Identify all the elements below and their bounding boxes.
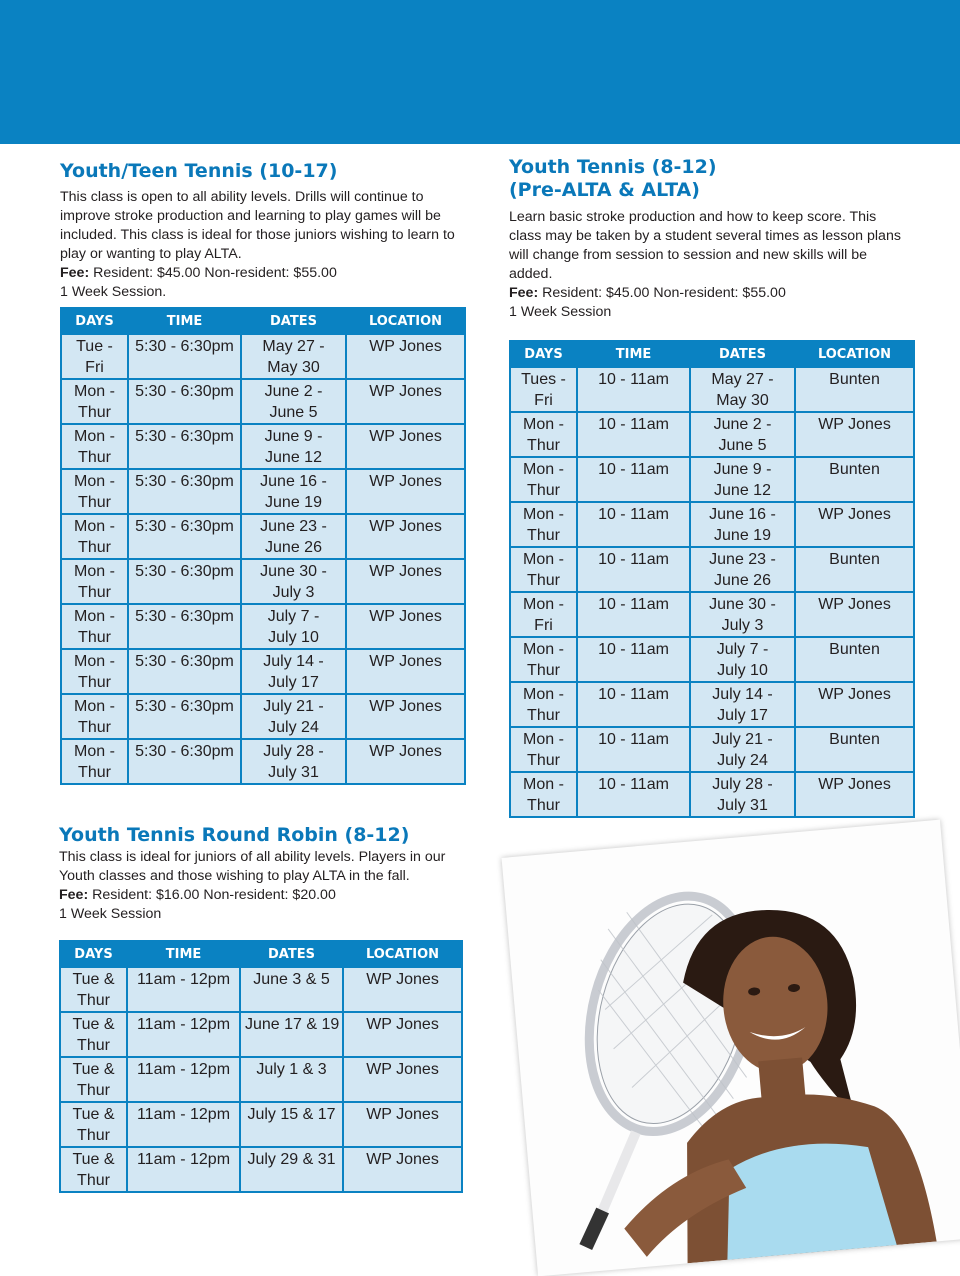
cell-location: WP Jones [346, 739, 465, 784]
cell-days: Tue & Thur [60, 967, 127, 1012]
cell-days: Mon - Thur [61, 469, 128, 514]
cell-location: WP Jones [346, 649, 465, 694]
table-header-row [61, 308, 465, 334]
cell-time: 5:30 - 6:30pm [128, 334, 241, 379]
table-row [61, 379, 465, 424]
cell-location: WP Jones [795, 682, 914, 727]
table-row [60, 1057, 462, 1102]
table-row [510, 592, 914, 637]
schedule-table-round-robin [59, 940, 463, 1193]
cell-dates: July 29 & 31 [240, 1147, 343, 1192]
section-description: This class is ideal for juniors of all ability levels. Players in our Youth classes and those wishing to play ALTA in the fall. [59, 849, 446, 884]
header-dates: DATES [240, 941, 343, 967]
header-dates: DATES [690, 341, 795, 367]
cell-time: 10 - 11am [577, 547, 690, 592]
cell-dates: June 9 - June 12 [241, 424, 346, 469]
cell-days: Mon - Thur [61, 694, 128, 739]
cell-dates: July 21 - July 24 [241, 694, 346, 739]
table-row [510, 637, 914, 682]
cell-time: 11am - 12pm [127, 1147, 240, 1192]
cell-time: 10 - 11am [577, 457, 690, 502]
section-youth-tennis [509, 156, 909, 322]
cell-days: Mon - Thur [61, 649, 128, 694]
table-row [510, 502, 914, 547]
cell-dates: June 23 - June 26 [690, 547, 795, 592]
cell-location: WP Jones [795, 592, 914, 637]
cell-dates: July 21 - July 24 [690, 727, 795, 772]
cell-days: Tue & Thur [60, 1147, 127, 1192]
cell-days: Mon - Thur [61, 424, 128, 469]
cell-time: 10 - 11am [577, 502, 690, 547]
cell-time: 10 - 11am [577, 772, 690, 817]
cell-days: Mon - Thur [510, 727, 577, 772]
header-dates: DATES [241, 308, 346, 334]
table-row [510, 772, 914, 817]
header-banner [0, 0, 960, 144]
cell-days: Mon - Thur [61, 604, 128, 649]
cell-location: WP Jones [346, 694, 465, 739]
table-row [510, 412, 914, 457]
table-row [60, 1012, 462, 1057]
cell-dates: July 28 - July 31 [241, 739, 346, 784]
table-row [61, 559, 465, 604]
table-row [510, 547, 914, 592]
header-time: TIME [128, 308, 241, 334]
cell-time: 11am - 12pm [127, 1012, 240, 1057]
header-location: LOCATION [346, 308, 465, 334]
table-row [510, 682, 914, 727]
cell-location: WP Jones [346, 379, 465, 424]
header-time: TIME [127, 941, 240, 967]
table-row [61, 469, 465, 514]
section-title: Youth Tennis (8-12) [509, 156, 717, 178]
cell-time: 10 - 11am [577, 412, 690, 457]
cell-location: WP Jones [346, 424, 465, 469]
fee-text: Resident: $16.00 Non-resident: $20.00 [88, 887, 336, 903]
cell-days: Mon - Fri [510, 592, 577, 637]
table-header-row [510, 341, 914, 367]
fee-text: Resident: $45.00 Non-resident: $55.00 [89, 265, 337, 281]
cell-dates: June 23 - June 26 [241, 514, 346, 559]
tennis-player-illustration [502, 820, 960, 1276]
cell-location: WP Jones [795, 412, 914, 457]
session-note: 1 Week Session [59, 906, 162, 922]
cell-dates: June 2 - June 5 [690, 412, 795, 457]
cell-time: 11am - 12pm [127, 1057, 240, 1102]
cell-days: Tue - Fri [61, 334, 128, 379]
cell-days: Mon - Thur [61, 739, 128, 784]
cell-dates: June 3 & 5 [240, 967, 343, 1012]
cell-dates: May 27 - May 30 [241, 334, 346, 379]
cell-dates: July 7 - July 10 [690, 637, 795, 682]
section-title: Youth Tennis Round Robin (8-12) [59, 824, 410, 846]
table-row [510, 727, 914, 772]
cell-location: WP Jones [346, 559, 465, 604]
cell-days: Mon - Thur [510, 637, 577, 682]
header-days: DAYS [60, 941, 127, 967]
header-location: LOCATION [343, 941, 462, 967]
cell-dates: June 30 - July 3 [690, 592, 795, 637]
cell-location: Bunten [795, 457, 914, 502]
cell-location: WP Jones [343, 967, 462, 1012]
cell-time: 11am - 12pm [127, 967, 240, 1012]
cell-days: Mon - Thur [61, 559, 128, 604]
cell-location: Bunten [795, 637, 914, 682]
section-subtitle: (Pre-ALTA & ALTA) [509, 179, 700, 201]
section-description: This class is open to all ability levels. Drills will continue to improve stroke production and learning to play games will be included. This class is ideal for those juniors wishing to learn to play or wanting to play ALTA. [60, 189, 455, 262]
table-row [60, 1147, 462, 1192]
cell-days: Tue & Thur [60, 1012, 127, 1057]
cell-location: WP Jones [795, 502, 914, 547]
cell-dates: July 28 - July 31 [690, 772, 795, 817]
cell-days: Mon - Thur [510, 547, 577, 592]
cell-dates: July 14 - July 17 [690, 682, 795, 727]
section-description: Learn basic stroke production and how to keep score. This class may be taken by a student several times as lesson plans will change from session to session and new skills will be added. [509, 209, 901, 282]
cell-dates: June 30 - July 3 [241, 559, 346, 604]
fee-text: Resident: $45.00 Non-resident: $55.00 [538, 285, 786, 301]
header-time: TIME [577, 341, 690, 367]
cell-time: 5:30 - 6:30pm [128, 604, 241, 649]
cell-dates: July 7 - July 10 [241, 604, 346, 649]
fee-label: Fee: [509, 285, 539, 301]
cell-dates: June 16 - June 19 [690, 502, 795, 547]
cell-time: 10 - 11am [577, 682, 690, 727]
cell-location: WP Jones [346, 514, 465, 559]
section-round-robin [59, 824, 469, 924]
table-row [60, 1102, 462, 1147]
section-title: Youth/Teen Tennis (10-17) [60, 160, 338, 182]
table-row [61, 694, 465, 739]
cell-days: Tue & Thur [60, 1057, 127, 1102]
cell-time: 5:30 - 6:30pm [128, 694, 241, 739]
cell-location: WP Jones [343, 1102, 462, 1147]
cell-location: WP Jones [343, 1012, 462, 1057]
cell-time: 5:30 - 6:30pm [128, 379, 241, 424]
cell-location: WP Jones [346, 469, 465, 514]
fee-line [59, 886, 469, 905]
session-note: 1 Week Session [509, 304, 612, 320]
cell-location: WP Jones [795, 772, 914, 817]
header-days: DAYS [61, 308, 128, 334]
fee-line [509, 284, 909, 303]
table-row [510, 457, 914, 502]
cell-days: Mon - Thur [510, 412, 577, 457]
table-row [61, 424, 465, 469]
cell-location: Bunten [795, 547, 914, 592]
cell-time: 10 - 11am [577, 592, 690, 637]
cell-time: 10 - 11am [577, 367, 690, 412]
cell-dates: July 15 & 17 [240, 1102, 343, 1147]
table-row [61, 334, 465, 379]
cell-time: 5:30 - 6:30pm [128, 424, 241, 469]
cell-time: 5:30 - 6:30pm [128, 559, 241, 604]
cell-days: Mon - Thur [61, 379, 128, 424]
table-row [60, 967, 462, 1012]
cell-time: 5:30 - 6:30pm [128, 739, 241, 784]
table-row [510, 367, 914, 412]
cell-location: WP Jones [343, 1147, 462, 1192]
cell-days: Tues - Fri [510, 367, 577, 412]
cell-dates: June 9 - June 12 [690, 457, 795, 502]
cell-days: Tue & Thur [60, 1102, 127, 1147]
fee-label: Fee: [60, 265, 90, 281]
cell-dates: July 14 - July 17 [241, 649, 346, 694]
header-location: LOCATION [795, 341, 914, 367]
session-note: 1 Week Session. [60, 284, 167, 300]
cell-days: Mon - Thur [510, 457, 577, 502]
header-days: DAYS [510, 341, 577, 367]
cell-location: WP Jones [343, 1057, 462, 1102]
table-row [61, 739, 465, 784]
cell-location: WP Jones [346, 334, 465, 379]
cell-location: Bunten [795, 727, 914, 772]
cell-days: Mon - Thur [510, 502, 577, 547]
table-row [61, 604, 465, 649]
cell-dates: May 27 - May 30 [690, 367, 795, 412]
cell-dates: July 1 & 3 [240, 1057, 343, 1102]
fee-line [60, 264, 470, 283]
cell-location: WP Jones [346, 604, 465, 649]
fee-label: Fee: [59, 887, 89, 903]
cell-dates: June 17 & 19 [240, 1012, 343, 1057]
cell-time: 5:30 - 6:30pm [128, 469, 241, 514]
cell-time: 11am - 12pm [127, 1102, 240, 1147]
cell-time: 10 - 11am [577, 727, 690, 772]
table-header-row [60, 941, 462, 967]
cell-time: 5:30 - 6:30pm [128, 514, 241, 559]
cell-days: Mon - Thur [61, 514, 128, 559]
cell-location: Bunten [795, 367, 914, 412]
schedule-table-teen [60, 307, 466, 785]
table-row [61, 649, 465, 694]
cell-time: 5:30 - 6:30pm [128, 649, 241, 694]
cell-time: 10 - 11am [577, 637, 690, 682]
cell-dates: June 16 - June 19 [241, 469, 346, 514]
section-teen-tennis [60, 160, 470, 302]
cell-days: Mon - Thur [510, 682, 577, 727]
cell-dates: June 2 - June 5 [241, 379, 346, 424]
cell-days: Mon - Thur [510, 772, 577, 817]
tennis-player-photo [502, 820, 960, 1276]
schedule-table-youth [509, 340, 915, 818]
table-row [61, 514, 465, 559]
